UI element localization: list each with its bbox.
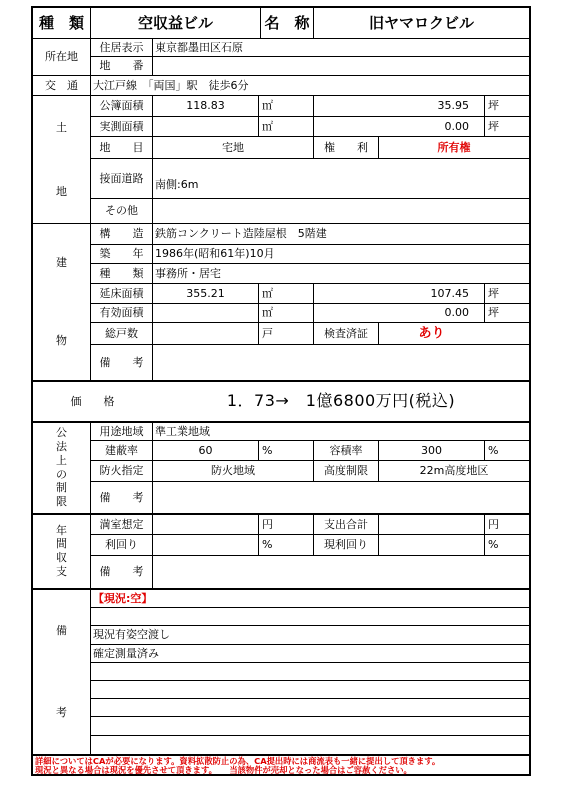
effective-area-tsubo: 0.00 xyxy=(444,306,469,319)
fire-label: 防火指定 xyxy=(99,464,144,477)
footer-notice-1: 詳細についてはCAが必要になります。資料拡散防止の為、CA提出時には商流表も一緒に提出して頂きます。 xyxy=(35,755,441,766)
property-sheet xyxy=(31,6,531,776)
full-occupancy-label: 満室想定 xyxy=(99,517,144,531)
road-value: 南側:6m xyxy=(155,177,199,191)
height-value: 22m高度地区 xyxy=(419,464,489,477)
lot-label: 地 番 xyxy=(99,59,144,72)
height-label: 高度制限 xyxy=(324,464,368,477)
unit-percent: % xyxy=(488,443,499,457)
legal-label-char: 限 xyxy=(56,495,67,508)
registry-area-tsubo: 35.95 xyxy=(437,99,469,112)
legal-label-char: 制 xyxy=(56,481,67,495)
building-label-top: 建 xyxy=(56,255,67,269)
remarks-line: 確定測量済み xyxy=(93,646,159,660)
zoning-label: 用途地域 xyxy=(99,424,144,438)
coverage-label: 建蔽率 xyxy=(105,443,138,457)
unit-tsubo: 坪 xyxy=(488,99,499,112)
footer-notice-2: 現況と異なる場合は現況を優先させて頂きます。 当該物件が売却となった場合はご容赦ください。 xyxy=(35,764,412,775)
price-label: 価 格 xyxy=(70,394,115,408)
far-value: 300 xyxy=(421,443,442,457)
legal-label-char: 上 xyxy=(56,453,67,467)
legal-label-char: 公 xyxy=(56,426,67,440)
road-label: 接面道路 xyxy=(99,171,144,185)
unit-m2: ㎡ xyxy=(262,306,273,319)
remarks-line xyxy=(93,716,523,735)
remarks-line: 【現況:空】 xyxy=(93,591,153,605)
location-label: 所在地 xyxy=(45,50,78,63)
rule xyxy=(258,513,259,555)
unit-percent: % xyxy=(262,538,273,551)
unit-m2: ㎡ xyxy=(262,286,273,300)
floor-area-label: 延床面積 xyxy=(99,286,144,300)
unit-yen: 円 xyxy=(488,517,499,531)
unit-tsubo: 坪 xyxy=(488,306,499,319)
inspection-value: あり xyxy=(418,325,445,341)
rights-value: 所有権 xyxy=(437,140,471,154)
unit-ko: 戸 xyxy=(262,326,273,340)
floor-area-m2: 355.21 xyxy=(186,286,225,300)
remarks-line xyxy=(93,680,523,698)
built-value: 1986年(昭和61年)10月 xyxy=(155,247,275,260)
registry-area-m2: 118.83 xyxy=(186,99,225,112)
building-notes-value xyxy=(155,344,525,380)
transport-label: 交 通 xyxy=(45,78,78,92)
legal-notes-label: 備 考 xyxy=(99,490,144,504)
rights-label: 権 利 xyxy=(324,140,368,154)
address-label: 住居表示 xyxy=(99,40,144,54)
unit-percent: % xyxy=(262,443,273,457)
measured-area-m2 xyxy=(153,116,258,136)
net-yield-value xyxy=(379,534,484,555)
fire-value: 防火地域 xyxy=(211,464,255,477)
unit-tsubo: 坪 xyxy=(488,286,499,300)
income-label-char: 支 xyxy=(56,564,67,578)
rule xyxy=(484,283,485,322)
coverage-value: 60 xyxy=(198,443,213,457)
yield-label: 利回り xyxy=(105,538,138,551)
remarks-line: 現況有姿空渡し xyxy=(93,628,170,641)
price-value: 1．73→ 1億6800万円(税込) xyxy=(226,391,456,410)
land-other-value xyxy=(155,198,515,223)
inspection-label: 検査済証 xyxy=(324,326,368,340)
far-label: 容積率 xyxy=(329,443,363,457)
remarks-label-top: 備 xyxy=(56,623,67,637)
unit-yen: 円 xyxy=(262,517,273,531)
unit-tsubo: 坪 xyxy=(488,119,499,133)
rule xyxy=(258,440,259,460)
full-occupancy-value xyxy=(153,514,258,534)
type-value: 空収益ビル xyxy=(137,13,213,32)
unit-m2: ㎡ xyxy=(262,119,273,133)
expense-value xyxy=(379,514,484,534)
land-category-label: 地 目 xyxy=(99,140,144,154)
income-label xyxy=(33,514,90,588)
yield-value xyxy=(153,534,258,555)
units-label: 総戸数 xyxy=(105,326,138,340)
expense-label: 支出合計 xyxy=(324,517,368,531)
income-notes-value xyxy=(155,555,525,588)
land-other-label: その他 xyxy=(105,204,138,217)
built-label: 築 年 xyxy=(99,247,144,260)
building-label-bottom: 物 xyxy=(56,334,67,347)
zoning-value: 準工業地域 xyxy=(155,424,210,438)
building-kind-value: 事務所・居宅 xyxy=(155,266,221,280)
registry-area-label: 公簿面積 xyxy=(99,99,144,112)
income-notes-label: 備 考 xyxy=(99,565,144,578)
rule xyxy=(484,513,485,555)
legal-label-char: の xyxy=(56,467,67,481)
units-value xyxy=(153,322,258,344)
rule xyxy=(90,158,529,159)
type-label: 種 類 xyxy=(38,13,84,32)
building-kind-label: 種 類 xyxy=(99,266,144,280)
rule xyxy=(258,283,259,344)
remarks-line xyxy=(93,662,523,680)
measured-area-tsubo: 0.00 xyxy=(444,119,469,133)
legal-label xyxy=(33,422,90,513)
land-label-top: 土 xyxy=(56,120,67,134)
measured-area-label: 実測面積 xyxy=(99,119,144,133)
lot-value xyxy=(155,56,525,75)
name-value: 旧ヤマロクビル xyxy=(368,13,474,32)
unit-m2: ㎡ xyxy=(262,99,273,112)
income-label-char: 間 xyxy=(56,537,67,551)
structure-label: 構 造 xyxy=(99,227,144,240)
address-value: 東京都墨田区石原 xyxy=(155,40,243,54)
legal-notes-value xyxy=(155,481,525,513)
effective-area-m2 xyxy=(153,303,258,322)
income-label-char: 年 xyxy=(56,523,67,537)
structure-value: 鉄筋コンクリート造陸屋根 5階建 xyxy=(155,227,327,240)
name-label: 名 称 xyxy=(264,13,310,32)
land-category-value: 宅地 xyxy=(222,140,244,154)
remarks-line xyxy=(93,735,523,754)
income-label-char: 収 xyxy=(56,551,67,564)
rule xyxy=(484,95,485,136)
legal-label-char: 法 xyxy=(56,440,67,453)
effective-area-label: 有効面積 xyxy=(99,306,144,319)
remarks-line xyxy=(93,607,523,625)
rule xyxy=(152,38,153,75)
building-notes-label: 備 考 xyxy=(99,355,144,369)
unit-percent: % xyxy=(488,538,499,551)
remarks-line xyxy=(93,698,523,716)
net-yield-label: 現利回り xyxy=(324,538,368,551)
floor-area-tsubo: 107.45 xyxy=(430,286,469,300)
rule xyxy=(484,440,485,460)
transport-value: 大江戸線 「両国」駅 徒歩6分 xyxy=(93,78,249,92)
rule xyxy=(258,95,259,136)
land-label-bottom: 地 xyxy=(56,184,67,198)
remarks-label-bottom: 考 xyxy=(56,706,67,719)
